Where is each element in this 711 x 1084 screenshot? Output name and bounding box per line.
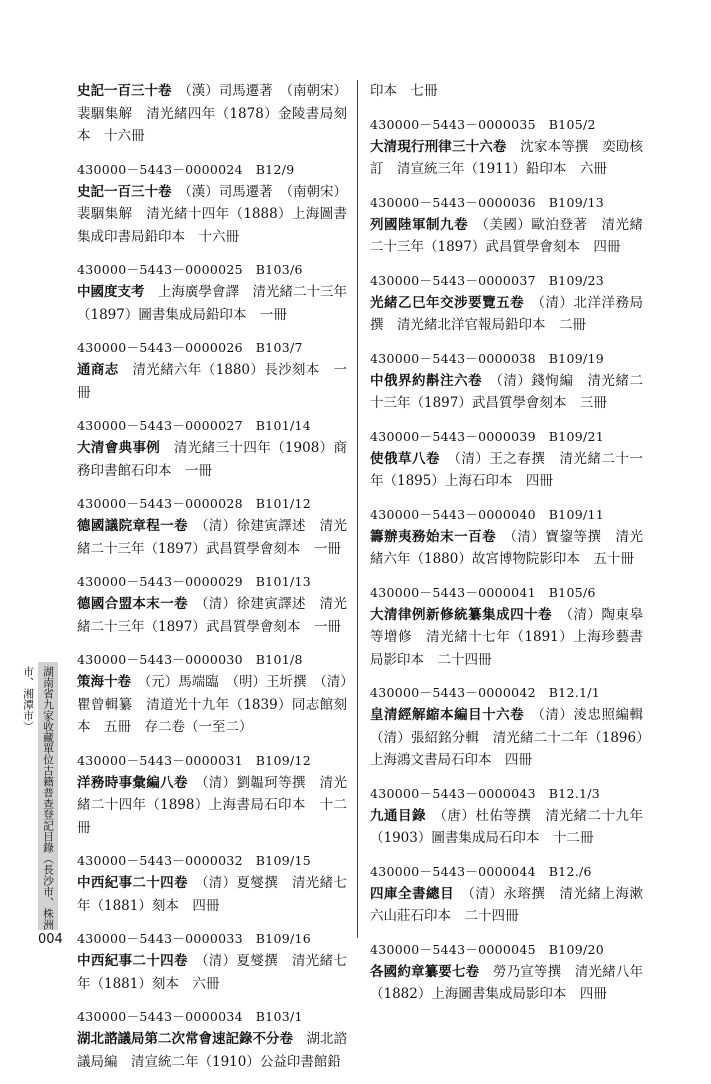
entry-text — [370, 805, 643, 850]
entry-text — [77, 671, 347, 739]
entry-id: 430000－5443－0000030 B101/8 — [77, 652, 303, 667]
entry-id: 430000－5443－0000045 B109/20 — [370, 941, 604, 957]
entry-text — [370, 370, 643, 415]
entry-details: （清）徐建寅譯述 清光緒二十三年（1897）武昌質學會刻本 一冊 — [77, 596, 348, 635]
catalog-entry — [77, 337, 347, 404]
catalog-entry — [77, 259, 347, 326]
entry-id: 430000－5443－0000039 B109/21 — [370, 428, 604, 444]
entry-details: （清）陶東皋等增修 清光緒十七年（1891）上海珍藝書局影印本 二十四冊 — [370, 606, 644, 668]
entry-text — [77, 359, 347, 404]
entry-title: 九通目錄 — [370, 807, 427, 824]
running-title-band — [22, 662, 58, 930]
entry-details: （美國）歐泊登著 清光緒二十三年（1897）武昌質學會刻本 四冊 — [370, 216, 644, 255]
entry-details: （清）北洋洋務局撰 清光緒北洋官報局鉛印本 二冊 — [370, 294, 644, 333]
entry-title: 光緒乙巳年交涉要覽五卷 — [370, 294, 525, 311]
entry-details: （漢）司馬遷著 （南朝宋）裴駰集解 清光緒四年（1878）金陵書局刻本 十六冊 — [77, 83, 347, 144]
entry-details: （漢）司馬遷著 （南朝宋）裴駰集解 清光緒十四年（1888）上海圖書集成印書局鉛印本 十六冊 — [77, 183, 347, 245]
entry-title: 皇清經解縮本編目十六卷 — [370, 707, 525, 723]
entry-text — [370, 214, 643, 259]
entry-details: 沈家本等撰 奕劻核訂 清宣統三年（1911）鉛印本 六冊 — [370, 138, 644, 177]
catalog-entry — [77, 1006, 347, 1073]
catalog-entry — [77, 415, 347, 482]
right-column — [370, 80, 643, 1017]
entry-details: 湖北諮議局編 清宣統二年（1910）公益印書館鉛 — [77, 1031, 347, 1070]
entry-text — [370, 883, 643, 928]
catalog-entry — [370, 582, 643, 672]
entry-title: 中俄界約斠注六卷 — [370, 372, 483, 389]
entry-text — [370, 136, 643, 181]
entry-id: 430000－5443－0000027 B101/14 — [77, 418, 311, 433]
entry-id: 430000－5443－0000041 B105/6 — [370, 584, 596, 600]
page-number: 004 — [38, 932, 63, 947]
entry-details: （元）馬端臨 （明）王圻撰 （清）瞿曾輯纂 清道光十九年（1839）同志館刻本 五冊 存二卷（一至二） — [77, 674, 347, 735]
entry-title: 德國議院章程一卷 — [77, 518, 188, 534]
entry-title: 中西紀事二十四卷 — [77, 953, 188, 969]
running-title: 湖南省九家收藏單位古籍普查登記目錄（長沙市、株洲市、湘潭市） — [22, 666, 55, 930]
entry-title: 使俄草八卷 — [370, 450, 441, 467]
entry-text — [77, 515, 347, 560]
catalog-entry — [370, 504, 643, 571]
entry-details: （清）寶鋆等撰 清光緒六年（1880）故宮博物院影印本 五十冊 — [370, 528, 644, 567]
entry-text — [370, 292, 643, 337]
catalog-entry — [77, 80, 347, 148]
entry-text — [77, 593, 347, 638]
entry-title: 洋務時事彙編八卷 — [77, 774, 188, 791]
catalog-entry — [77, 750, 347, 840]
entry-details: （清）徐建寅譯述 清光緒二十三年（1897）武昌質學會刻本 一冊 — [77, 518, 348, 557]
entry-id: 430000－5443－0000033 B109/16 — [77, 931, 311, 946]
catalog-entry — [370, 939, 643, 1006]
entry-title: 史記一百三十卷 — [77, 183, 172, 200]
left-column — [77, 80, 347, 1084]
entry-id: 430000－5443－0000043 B12.1/3 — [370, 785, 600, 801]
entry-title: 四庫全書總目 — [370, 885, 455, 902]
catalog-entry — [370, 114, 643, 181]
entry-title: 列國陸軍制九卷 — [370, 216, 469, 233]
entry-id: 430000－5443－0000038 B109/19 — [370, 350, 604, 366]
catalog-entry — [370, 270, 643, 337]
entry-id: 430000－5443－0000031 B109/12 — [77, 752, 311, 768]
entry-text — [77, 181, 347, 249]
entry-details: （清）永瑢撰 清光緒上海漱六山莊石印本 二十四冊 — [370, 885, 644, 924]
entry-id: 430000－5443－0000029 B101/13 — [77, 574, 311, 589]
entry-details: （清）夏燮撰 清光緒七年（1881）刻本 四冊 — [77, 875, 348, 914]
entry-id: 430000－5443－0000044 B12./6 — [370, 863, 592, 879]
catalog-entry — [370, 426, 643, 493]
entry-id: 430000－5443－0000037 B109/23 — [370, 272, 604, 288]
entry-details: 清光緒三十四年（1908）商務印書館石印本 一冊 — [77, 440, 348, 479]
catalog-entry — [370, 783, 643, 850]
entry-title: 通商志 — [77, 362, 119, 378]
catalog-entry — [370, 192, 643, 259]
catalog-entry — [370, 348, 643, 415]
entry-id: 430000－5443－0000025 B103/6 — [77, 262, 303, 277]
entry-title: 策海十卷 — [77, 674, 131, 690]
entry-details: （清）夏燮撰 清光緒七年（1881）刻本 六冊 — [77, 953, 348, 992]
entry-id: 430000－5443－0000024 B12/9 — [77, 161, 295, 177]
continuation-text: 印本 七冊 — [370, 83, 438, 99]
entry-text — [77, 772, 347, 840]
entry-id: 430000－5443－0000040 B109/11 — [370, 506, 604, 522]
entry-title: 各國約章纂要七卷 — [370, 963, 480, 980]
entry-text — [370, 704, 643, 772]
entry-details: （清）王之春撰 清光緒二十一年（1895）上海石印本 四冊 — [370, 450, 644, 489]
entry-text — [77, 80, 347, 148]
entry-title: 史記一百三十卷 — [77, 83, 172, 99]
entry-id: 430000－5443－0000032 B109/15 — [77, 853, 311, 868]
entry-text — [77, 872, 347, 917]
entry-details: （清）淩忠照編輯（清）張紹銘分輯 清光緒二十二年（1896）上海鴻文書局石印本 四冊 — [370, 707, 644, 768]
catalog-entry — [77, 850, 347, 917]
entry-title: 德國合盟本末一卷 — [77, 596, 188, 612]
entry-title: 中國度支考 — [77, 284, 145, 300]
entry-title: 大清會典事例 — [77, 440, 161, 456]
entry-id: 430000－5443－0000034 B103/1 — [77, 1009, 303, 1024]
entry-details: 清光緒六年（1880）長沙刻本 一冊 — [77, 362, 348, 401]
entry-details: 上海廣學會譯 清光緒二十三年（1897）圖書集成局鉛印本 一冊 — [77, 284, 347, 323]
entry-title: 籌辦夷務始末一百卷 — [370, 528, 497, 545]
column-divider — [357, 80, 358, 938]
catalog-entry — [77, 928, 347, 995]
entry-id: 430000－5443－0000035 B105/2 — [370, 116, 596, 132]
entry-id: 430000－5443－0000026 B103/7 — [77, 340, 303, 355]
entry-details: （唐）杜佑等撰 清光緒二十九年（1903）圖書集成局石印本 十二冊 — [370, 807, 644, 846]
entry-text — [370, 448, 643, 493]
catalog-entry — [370, 861, 643, 928]
catalog-entry — [77, 649, 347, 739]
entry-id: 430000－5443－0000036 B109/13 — [370, 194, 604, 210]
entry-id: 430000－5443－0000028 B101/12 — [77, 496, 311, 511]
entry-title: 湖北諮議局第二次常會速記錄不分卷 — [77, 1031, 293, 1047]
entry-text — [370, 961, 643, 1006]
entry-title: 大清現行刑律三十六卷 — [370, 138, 507, 155]
entry-details: （清）錢恂編 清光緒二十三年（1897）武昌質學會刻本 三冊 — [370, 372, 644, 411]
entry-id: 430000－5443－0000042 B12.1/1 — [370, 685, 600, 700]
catalog-entry — [77, 571, 347, 638]
catalog-entry — [77, 159, 347, 249]
entry-details: （清）劉韞珂等撰 清光緒二十四年（1898）上海書局石印本 十二冊 — [77, 774, 348, 836]
catalog-entry — [77, 493, 347, 560]
entry-title: 大清律例新修統纂集成四十卷 — [370, 606, 553, 623]
entry-text — [370, 604, 643, 672]
entry-text — [77, 281, 347, 326]
entry-text — [77, 950, 347, 995]
entry-text — [77, 437, 347, 482]
catalog-entry — [370, 682, 643, 772]
entry-text — [77, 1028, 347, 1073]
entry-details: 勞乃宣等撰 清光緒八年（1882）上海圖書集成局影印本 四冊 — [370, 963, 644, 1002]
entry-text — [370, 526, 643, 571]
entry-title: 中西紀事二十四卷 — [77, 875, 188, 891]
